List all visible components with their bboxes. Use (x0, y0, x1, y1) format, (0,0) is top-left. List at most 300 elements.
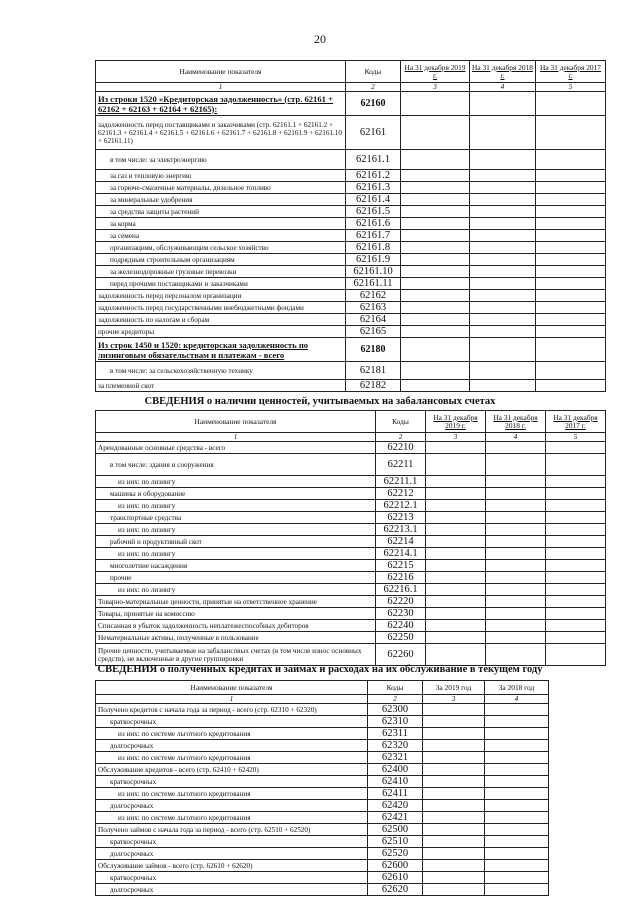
value-cell[interactable] (470, 314, 536, 326)
value-cell[interactable] (401, 278, 470, 290)
value-cell[interactable] (426, 500, 486, 512)
value-cell[interactable] (470, 278, 536, 290)
table-row (96, 608, 606, 620)
value-cell[interactable] (546, 500, 606, 512)
row-label: за горюче-смазочные материалы, дизельное топливо (96, 182, 346, 194)
value-cell[interactable] (401, 230, 470, 242)
row-label: за семена (96, 230, 346, 242)
value-cell[interactable] (423, 812, 485, 824)
value-cell[interactable] (470, 362, 536, 380)
value-cell[interactable] (423, 752, 485, 764)
value-cell[interactable] (423, 776, 485, 788)
value-cell[interactable] (426, 596, 486, 608)
row-label: за минеральные удобрения (96, 194, 346, 206)
value-cell[interactable] (536, 380, 606, 392)
value-cell[interactable] (536, 116, 606, 150)
col-index: 2 (376, 433, 426, 442)
header-name: Наименование показателя (96, 61, 346, 83)
col-index: 3 (426, 433, 486, 442)
value-cell[interactable] (546, 442, 606, 454)
row-code: 62161.6 (346, 218, 401, 230)
table-row (96, 194, 606, 206)
row-code: 62410 (368, 776, 423, 788)
value-cell[interactable] (426, 442, 486, 454)
row-label: Прочие ценности, учитываемые на забалансовых счетах (в том числе износ основных средств), не включенные в другие группировки (96, 644, 376, 666)
value-cell[interactable] (423, 800, 485, 812)
value-cell[interactable] (426, 548, 486, 560)
value-cell[interactable] (536, 182, 606, 194)
row-code: 62250 (376, 632, 426, 644)
value-cell[interactable] (486, 512, 546, 524)
value-cell[interactable] (470, 230, 536, 242)
row-label: из них: по системе льготного кредитования (96, 728, 368, 740)
value-cell[interactable] (536, 302, 606, 314)
value-cell[interactable] (401, 326, 470, 338)
row-label: Товарно-материальные ценности, принятые на ответственное хранение (96, 596, 376, 608)
row-code: 62213.1 (376, 524, 426, 536)
off-balance-table (95, 410, 606, 666)
value-cell[interactable] (423, 764, 485, 776)
value-cell[interactable] (401, 362, 470, 380)
value-cell[interactable] (401, 218, 470, 230)
col-index: 3 (423, 695, 485, 704)
value-cell[interactable] (486, 620, 546, 632)
row-label: краткосрочных (96, 776, 368, 788)
value-cell[interactable] (546, 632, 606, 644)
value-cell[interactable] (485, 812, 549, 824)
value-cell[interactable] (486, 548, 546, 560)
row-label: транспортные средства (96, 512, 376, 524)
row-label: в том числе: за электроэнергию (96, 150, 346, 170)
table-row (96, 704, 549, 716)
table-row (96, 254, 606, 266)
value-cell[interactable] (536, 362, 606, 380)
value-cell[interactable] (485, 764, 549, 776)
value-cell[interactable] (486, 476, 546, 488)
value-cell[interactable] (485, 716, 549, 728)
value-cell[interactable] (536, 314, 606, 326)
value-cell[interactable] (486, 560, 546, 572)
table-row (96, 338, 606, 362)
row-label: долгосрочных (96, 800, 368, 812)
value-cell[interactable] (423, 728, 485, 740)
table-row (96, 326, 606, 338)
value-cell[interactable] (401, 314, 470, 326)
value-cell[interactable] (546, 572, 606, 584)
header-2018: На 31 декабря 2018 г. (470, 61, 536, 83)
col-index: 1 (96, 83, 346, 92)
value-cell[interactable] (401, 150, 470, 170)
row-label: долгосрочных (96, 740, 368, 752)
table-row (96, 884, 549, 896)
row-label: Нематериальные активы, полученные в пользование (96, 632, 376, 644)
row-code: 62420 (368, 800, 423, 812)
value-cell[interactable] (470, 182, 536, 194)
table-row (96, 536, 606, 548)
row-label: подрядным строительным организациям (96, 254, 346, 266)
table-row (96, 170, 606, 182)
table-row (96, 584, 606, 596)
row-code: 62160 (346, 92, 401, 116)
section-title-credits: СВЕДЕНИЯ о полученных кредитах и займах и расходах на их обслуживание в текущем году (97, 664, 543, 675)
row-code: 62161.11 (346, 278, 401, 290)
value-cell[interactable] (470, 290, 536, 302)
value-cell[interactable] (536, 194, 606, 206)
table-row (96, 500, 606, 512)
row-label: за железнодорожные грузовые перевозки (96, 266, 346, 278)
value-cell[interactable] (401, 254, 470, 266)
value-cell[interactable] (423, 716, 485, 728)
value-cell[interactable] (401, 92, 470, 116)
value-cell[interactable] (536, 218, 606, 230)
row-code: 62161.3 (346, 182, 401, 194)
row-label: из них: по лизингу (96, 476, 376, 488)
value-cell[interactable] (546, 512, 606, 524)
table-row (96, 512, 606, 524)
value-cell[interactable] (401, 302, 470, 314)
value-cell[interactable] (546, 596, 606, 608)
value-cell[interactable] (470, 206, 536, 218)
row-label: Списанная в убыток задолженность неплатежеспособных дебиторов (96, 620, 376, 632)
row-label: Из строки 1520 «Кредиторская задолженность» (стр. 62161 + 62162 + 62163 + 62164 + 62165): (96, 92, 346, 116)
value-cell[interactable] (401, 194, 470, 206)
table-row (96, 560, 606, 572)
value-cell[interactable] (485, 728, 549, 740)
payables-table (95, 60, 606, 392)
value-cell[interactable] (486, 500, 546, 512)
table-row (96, 302, 606, 314)
value-cell[interactable] (486, 524, 546, 536)
value-cell[interactable] (486, 584, 546, 596)
row-label: Получено кредитов с начала года за период - всего (стр. 62310 + 62320) (96, 704, 368, 716)
value-cell[interactable] (470, 170, 536, 182)
value-cell[interactable] (546, 584, 606, 596)
value-cell[interactable] (536, 92, 606, 116)
header-codes: Коды (346, 61, 401, 83)
table-row (96, 150, 606, 170)
value-cell[interactable] (486, 596, 546, 608)
table-row (96, 836, 549, 848)
value-cell[interactable] (470, 266, 536, 278)
row-label: прочие кредиторы (96, 326, 346, 338)
value-cell[interactable] (536, 150, 606, 170)
value-cell[interactable] (426, 488, 486, 500)
value-cell[interactable] (426, 454, 486, 476)
row-label: из них: по системе льготного кредитования (96, 752, 368, 764)
value-cell[interactable] (486, 632, 546, 644)
table-row (96, 242, 606, 254)
header-2018: На 31 декабря 2018 г. (486, 411, 546, 433)
col-index: 1 (96, 695, 368, 704)
value-cell[interactable] (426, 620, 486, 632)
value-cell[interactable] (423, 824, 485, 836)
header-name: Наименование показателя (96, 681, 368, 695)
value-cell[interactable] (485, 824, 549, 836)
value-cell[interactable] (423, 788, 485, 800)
row-code: 62214 (376, 536, 426, 548)
value-cell[interactable] (401, 182, 470, 194)
row-label: Из строк 1450 и 1520: кредиторская задолженность по лизинговым обязательствам и платежам - всего (96, 338, 346, 362)
value-cell[interactable] (423, 740, 485, 752)
value-cell[interactable] (485, 776, 549, 788)
row-label: Товары, принятые на комиссию (96, 608, 376, 620)
table-row (96, 800, 549, 812)
row-code: 62600 (368, 860, 423, 872)
value-cell[interactable] (546, 608, 606, 620)
table-row (96, 206, 606, 218)
value-cell[interactable] (470, 218, 536, 230)
row-code: 62610 (368, 872, 423, 884)
value-cell[interactable] (486, 644, 546, 666)
row-label: машины и оборудование (96, 488, 376, 500)
row-code: 62161.2 (346, 170, 401, 182)
value-cell[interactable] (470, 338, 536, 362)
row-label: в том числе: здания и сооружения (96, 454, 376, 476)
row-code: 62300 (368, 704, 423, 716)
row-code: 62212.1 (376, 500, 426, 512)
value-cell[interactable] (485, 860, 549, 872)
row-code: 62500 (368, 824, 423, 836)
table-row (96, 266, 606, 278)
credits-table (95, 680, 549, 896)
value-cell[interactable] (546, 488, 606, 500)
row-code: 62212 (376, 488, 426, 500)
table-row (96, 812, 549, 824)
value-cell[interactable] (536, 170, 606, 182)
table-row (96, 380, 606, 392)
value-cell[interactable] (485, 752, 549, 764)
value-cell[interactable] (426, 524, 486, 536)
table-row (96, 442, 606, 454)
value-cell[interactable] (536, 266, 606, 278)
col-index: 2 (368, 695, 423, 704)
table-row (96, 290, 606, 302)
row-label: краткосрочных (96, 716, 368, 728)
value-cell[interactable] (546, 524, 606, 536)
value-cell[interactable] (485, 884, 549, 896)
section-title-off-balance: СВЕДЕНИЯ о наличии ценностей, учитываемых на забалансовых счетах (144, 396, 496, 407)
table-row (96, 218, 606, 230)
value-cell[interactable] (485, 800, 549, 812)
value-cell[interactable] (423, 884, 485, 896)
table-row (96, 848, 549, 860)
value-cell[interactable] (470, 150, 536, 170)
table-row (96, 740, 549, 752)
row-label: Арендованные основные средства - всего (96, 442, 376, 454)
value-cell[interactable] (401, 116, 470, 150)
row-code: 62240 (376, 620, 426, 632)
row-code: 62620 (368, 884, 423, 896)
value-cell[interactable] (423, 836, 485, 848)
row-label: многолетние насаждения (96, 560, 376, 572)
value-cell[interactable] (401, 266, 470, 278)
table-row (96, 860, 549, 872)
row-code: 62164 (346, 314, 401, 326)
value-cell[interactable] (426, 560, 486, 572)
header-2019: На 31 декабря 2019 г. (426, 411, 486, 433)
value-cell[interactable] (486, 454, 546, 476)
row-label: Обслуживание кредитов - всего (стр. 62410 + 62420) (96, 764, 368, 776)
header-codes: Коды (368, 681, 423, 695)
col-index: 5 (536, 83, 606, 92)
value-cell[interactable] (470, 380, 536, 392)
value-cell[interactable] (426, 644, 486, 666)
value-cell[interactable] (486, 488, 546, 500)
value-cell[interactable] (423, 848, 485, 860)
table-row (96, 824, 549, 836)
value-cell[interactable] (470, 302, 536, 314)
value-cell[interactable] (536, 242, 606, 254)
value-cell[interactable] (485, 788, 549, 800)
value-cell[interactable] (546, 620, 606, 632)
value-cell[interactable] (536, 278, 606, 290)
row-label: задолженность перед персоналом организации (96, 290, 346, 302)
row-label: краткосрочных (96, 872, 368, 884)
value-cell[interactable] (546, 560, 606, 572)
value-cell[interactable] (401, 290, 470, 302)
row-label: долгосрочных (96, 884, 368, 896)
row-code: 62520 (368, 848, 423, 860)
row-label: задолженность по налогам и сборам (96, 314, 346, 326)
value-cell[interactable] (485, 848, 549, 860)
row-label: задолженность перед государственными внебюджетными фондами (96, 302, 346, 314)
header-2018: За 2018 год (485, 681, 549, 695)
row-code: 62311 (368, 728, 423, 740)
header-2019: За 2019 год (423, 681, 485, 695)
value-cell[interactable] (401, 380, 470, 392)
row-label: за газ и тепловую энергию (96, 170, 346, 182)
table-row (96, 716, 549, 728)
value-cell[interactable] (423, 872, 485, 884)
table-row (96, 362, 606, 380)
row-label: в том числе: за сельскохозяйственную технику (96, 362, 346, 380)
value-cell[interactable] (485, 836, 549, 848)
table-row (96, 788, 549, 800)
row-code: 62216 (376, 572, 426, 584)
table-row (96, 230, 606, 242)
table-row (96, 572, 606, 584)
value-cell[interactable] (401, 170, 470, 182)
row-code: 62181 (346, 362, 401, 380)
row-code: 62211.1 (376, 476, 426, 488)
table-row (96, 632, 606, 644)
row-code: 62260 (376, 644, 426, 666)
table-row (96, 488, 606, 500)
value-cell[interactable] (426, 476, 486, 488)
table-row (96, 764, 549, 776)
row-code: 62161.8 (346, 242, 401, 254)
value-cell[interactable] (485, 704, 549, 716)
value-cell[interactable] (426, 608, 486, 620)
row-label: перед прочими поставщиками и заказчиками (96, 278, 346, 290)
col-index: 5 (546, 433, 606, 442)
row-code: 62216.1 (376, 584, 426, 596)
row-label: за корма (96, 218, 346, 230)
row-code: 62321 (368, 752, 423, 764)
row-code: 62161 (346, 116, 401, 150)
row-code: 62163 (346, 302, 401, 314)
value-cell[interactable] (546, 548, 606, 560)
header-2019: На 31 декабря 2019 г. (401, 61, 470, 83)
value-cell[interactable] (401, 206, 470, 218)
row-label: прочие (96, 572, 376, 584)
value-cell[interactable] (470, 326, 536, 338)
value-cell[interactable] (426, 536, 486, 548)
table-row (96, 548, 606, 560)
value-cell[interactable] (536, 230, 606, 242)
value-cell[interactable] (423, 860, 485, 872)
col-index: 4 (485, 695, 549, 704)
value-cell[interactable] (536, 338, 606, 362)
value-cell[interactable] (486, 608, 546, 620)
row-label: из них: по лизингу (96, 584, 376, 596)
table-row (96, 776, 549, 788)
table-row (96, 872, 549, 884)
value-cell[interactable] (485, 872, 549, 884)
table-row (96, 314, 606, 326)
row-code: 62210 (376, 442, 426, 454)
row-label: краткосрочных (96, 836, 368, 848)
value-cell[interactable] (401, 242, 470, 254)
header-codes: Коды (376, 411, 426, 433)
value-cell[interactable] (546, 454, 606, 476)
row-label: из них: по лизингу (96, 548, 376, 560)
row-code: 62161.7 (346, 230, 401, 242)
value-cell[interactable] (546, 476, 606, 488)
header-2017: На 31 декабря 2017 г. (536, 61, 606, 83)
table-row (96, 116, 606, 150)
value-cell[interactable] (536, 254, 606, 266)
value-cell[interactable] (426, 584, 486, 596)
table-row (96, 182, 606, 194)
value-cell[interactable] (486, 572, 546, 584)
value-cell[interactable] (401, 338, 470, 362)
value-cell[interactable] (486, 442, 546, 454)
table-row (96, 454, 606, 476)
value-cell[interactable] (486, 536, 546, 548)
table-row (96, 620, 606, 632)
value-cell[interactable] (536, 290, 606, 302)
value-cell[interactable] (426, 632, 486, 644)
value-cell[interactable] (536, 326, 606, 338)
col-index: 2 (346, 83, 401, 92)
col-index: 4 (486, 433, 546, 442)
row-label: Обслуживание займов - всего (стр. 62610 + 62620) (96, 860, 368, 872)
value-cell[interactable] (423, 704, 485, 716)
row-code: 62162 (346, 290, 401, 302)
row-code: 62180 (346, 338, 401, 362)
header-2017: На 31 декабря 2017 г. (546, 411, 606, 433)
value-cell[interactable] (546, 644, 606, 666)
value-cell[interactable] (546, 536, 606, 548)
table-row (96, 644, 606, 666)
value-cell[interactable] (470, 116, 536, 150)
row-code: 62421 (368, 812, 423, 824)
row-label: рабочий и продуктивный скот (96, 536, 376, 548)
value-cell[interactable] (426, 572, 486, 584)
row-code: 62320 (368, 740, 423, 752)
value-cell[interactable] (536, 206, 606, 218)
value-cell[interactable] (485, 740, 549, 752)
value-cell[interactable] (470, 254, 536, 266)
value-cell[interactable] (470, 92, 536, 116)
value-cell[interactable] (470, 242, 536, 254)
col-index: 1 (96, 433, 376, 442)
row-code: 62220 (376, 596, 426, 608)
value-cell[interactable] (426, 512, 486, 524)
row-code: 62510 (368, 836, 423, 848)
value-cell[interactable] (470, 194, 536, 206)
